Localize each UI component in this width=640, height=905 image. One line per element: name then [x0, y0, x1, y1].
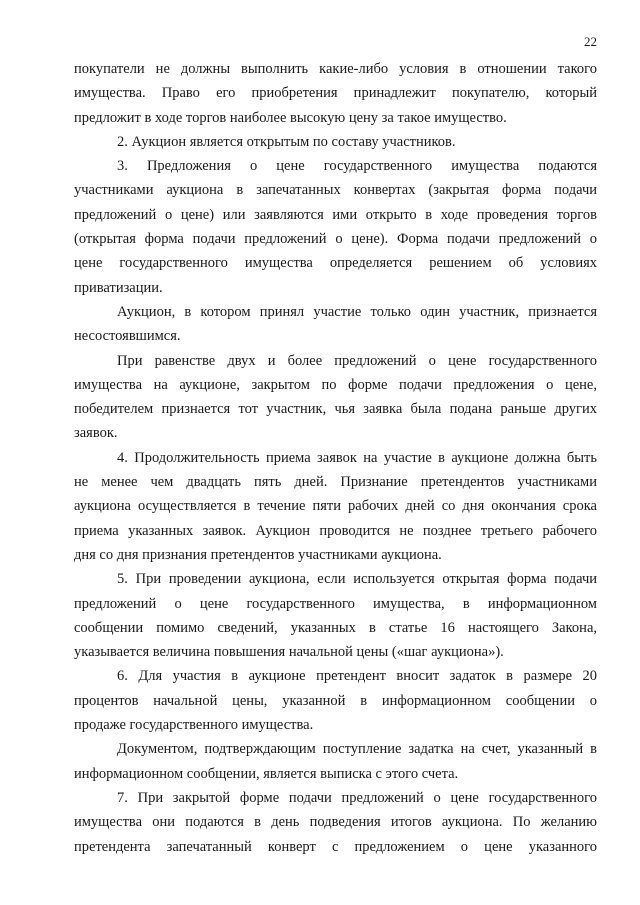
text-line: 7. При закрытой форме подачи предложений о цене государственного: [117, 789, 597, 806]
paragraph: [74, 786, 597, 859]
text-line: участниками аукциона в запечатанных конвертах (закрытая форма подачи: [74, 182, 597, 199]
text-line: не менее чем двадцать пять дней. Признание претендентов участниками: [74, 474, 597, 491]
text-line: дня со дня признания претендентов участниками аукциона.: [74, 546, 442, 563]
text-line: претендента запечатанный конверт с предложением о цене указанного: [74, 838, 597, 855]
paragraph: [74, 664, 597, 737]
text-line: 3. Предложения о цене государственного имущества подаются: [117, 158, 597, 175]
document-body: [74, 57, 597, 859]
text-line: заявок.: [74, 425, 118, 442]
text-line: сообщении помимо сведений, указанных в статье 16 настоящего Закона,: [74, 619, 597, 636]
paragraph: [74, 446, 597, 567]
text-line: процентов начальной цены, указанной в информационном сообщении о: [74, 692, 597, 709]
text-line: имущества. Право его приобретения принадлежит покупателю, который: [74, 85, 597, 102]
text-line: Документом, подтверждающим поступление задатка на счет, указанный в: [117, 741, 597, 758]
text-line: 4. Продолжительность приема заявок на участие в аукционе должна быть: [117, 449, 597, 466]
text-line: При равенстве двух и более предложений о цене государственного: [117, 352, 597, 369]
text-line: имущества они подаются в день подведения итогов аукциона. По желанию: [74, 814, 597, 831]
text-line: покупатели не должны выполнить какие-либо условия в отношении такого: [74, 61, 597, 77]
text-line: имущества на аукционе, закрытом по форме подачи предложения о цене,: [74, 376, 597, 393]
text-line: (открытая форма подачи предложений о цене). Форма подачи предложений о: [74, 231, 597, 248]
text-line: предложений о цене) или заявляются ими открыто в ходе проведения торгов: [74, 206, 597, 223]
paragraph: [74, 567, 597, 664]
text-line: продаже государственного имущества.: [74, 717, 314, 734]
text-line: 5. При проведении аукциона, если используется открытая форма подачи: [117, 571, 597, 588]
paragraph: [74, 57, 597, 130]
text-line: информационном сообщении, является выписка с этого счета.: [74, 765, 459, 782]
paragraph: [74, 300, 597, 349]
text-line: приема указанных заявок. Аукцион проводится не позднее третьего рабочего: [74, 522, 597, 539]
paragraph: [74, 154, 597, 300]
text-line: несостоявшимся.: [74, 328, 181, 345]
paragraph: [74, 349, 597, 446]
text-line: 6. Для участия в аукционе претендент вносит задаток в размере 20: [117, 668, 597, 685]
text-line: предложит в ходе торгов наиболее высокую цену за такое имущество.: [74, 109, 507, 126]
page-number: 22: [584, 34, 597, 49]
paragraph: [74, 130, 597, 154]
text-line: аукциона осуществляется в течение пяти рабочих дней со дня окончания срока: [74, 498, 597, 515]
paragraph: [74, 737, 597, 786]
text-line: указывается величина повышения начальной цены («шаг аукциона»).: [74, 644, 504, 661]
text-line: предложений о цене государственного имущества, в информационном: [74, 595, 597, 612]
text-line: приватизации.: [74, 279, 163, 296]
text-line: 2. Аукцион является открытым по составу участников.: [117, 133, 456, 150]
text-line: Аукцион, в котором принял участие только один участник, признается: [117, 303, 597, 320]
text-line: победителем признается тот участник, чья заявка была подана раньше других: [74, 401, 597, 418]
text-line: цене государственного имущества определяется решением об условиях: [74, 255, 597, 272]
